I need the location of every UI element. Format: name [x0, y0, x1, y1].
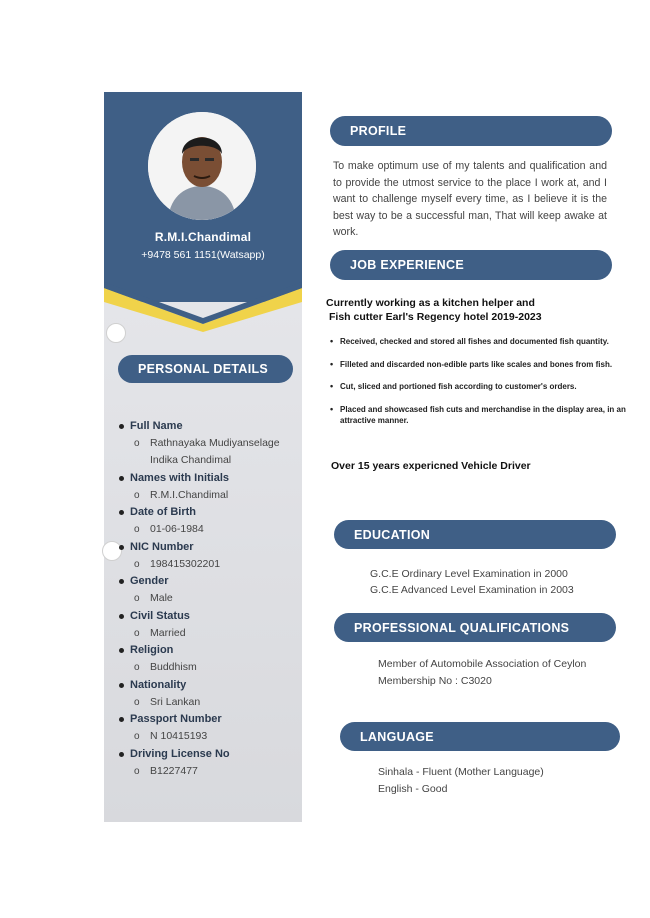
- detail-value: o Male: [134, 592, 173, 604]
- decorative-circle: [102, 541, 122, 561]
- detail-label: Names with Initials: [130, 472, 230, 484]
- list-item: • Placed and showcased fish cuts and merchandise in the display area, in an attractive manner.: [330, 404, 630, 426]
- profile-header: PROFILE: [330, 116, 612, 146]
- bullet-icon: [119, 752, 124, 757]
- qualification-line: Membership No : C3020: [378, 675, 492, 687]
- bullet-icon: [119, 683, 124, 688]
- detail-label: Religion: [130, 644, 174, 656]
- detail-value: o N 10415193: [134, 730, 208, 742]
- job-heading: [326, 296, 542, 324]
- qualification-line: Member of Automobile Association of Ceylon: [378, 658, 587, 670]
- education-header: EDUCATION: [334, 520, 616, 549]
- bullet-icon: [119, 545, 124, 550]
- bullet-icon: [119, 648, 124, 653]
- bullet-icon: [119, 510, 124, 515]
- job-experience-header: JOB EXPERIENCE: [330, 250, 612, 280]
- list-item: • Filleted and discarded non-edible parts like scales and bones from fish.: [330, 359, 640, 370]
- list-item: • Received, checked and stored all fishes and documented fish quantity.: [330, 336, 640, 347]
- detail-label: NIC Number: [130, 541, 194, 553]
- candidate-name: R.M.I.Chandimal: [154, 230, 252, 244]
- detail-value: o Married: [134, 627, 186, 639]
- bullet-icon: [119, 579, 124, 584]
- education-line: G.C.E Ordinary Level Examination in 2000: [370, 568, 568, 580]
- detail-value: Indika Chandimal: [150, 454, 232, 466]
- detail-value: o Rathnayaka Mudiyanselage: [134, 437, 280, 449]
- bullet-icon: [119, 476, 124, 481]
- personal-details-header: PERSONAL DETAILS: [118, 355, 293, 383]
- language-line: Sinhala - Fluent (Mother Language): [378, 766, 544, 778]
- profile-text: To make optimum use of my talents and qualification and to provide the utmost service to the place I work at, and I want to challenge myself every time, as I believe it is the best way to be a successful man, That will keep awake at work.: [333, 160, 607, 238]
- profile-photo: [148, 112, 256, 220]
- detail-label: Driving License No: [130, 748, 230, 760]
- bullet-icon: [119, 424, 124, 429]
- job-heading-line: Fish cutter Earl's Regency hotel 2019-2023: [329, 311, 542, 323]
- detail-value: o R.M.I.Chandimal: [134, 489, 229, 501]
- detail-label: Civil Status: [130, 610, 190, 622]
- job-heading-line: Currently working as a kitchen helper and: [326, 297, 535, 309]
- bullet-icon: [119, 717, 124, 722]
- detail-label: Gender: [130, 575, 169, 587]
- decorative-circle: [106, 323, 126, 343]
- education-line: G.C.E Advanced Level Examination in 2003: [370, 584, 574, 596]
- phone-number: +9478 561 1151(Watsapp): [141, 249, 265, 261]
- detail-label: Full Name: [130, 420, 183, 432]
- detail-value: o 198415302201: [134, 558, 221, 570]
- detail-value: o B1227477: [134, 765, 198, 777]
- list-item: • Cut, sliced and portioned fish according to customer's orders.: [330, 381, 640, 392]
- detail-value: o Buddhism: [134, 661, 197, 673]
- detail-label: Passport Number: [130, 713, 222, 725]
- professional-qualifications-header: PROFESSIONAL QUALIFICATIONS: [334, 613, 616, 642]
- language-line: English - Good: [378, 783, 448, 795]
- bullet-icon: [119, 614, 124, 619]
- language-header: LANGUAGE: [340, 722, 620, 751]
- detail-value: o Sri Lankan: [134, 696, 201, 708]
- detail-value: o 01-06-1984: [134, 523, 204, 535]
- detail-label: Nationality: [130, 679, 187, 691]
- avatar: [148, 112, 256, 220]
- driver-experience: Over 15 years expericned Vehicle Driver: [331, 460, 531, 472]
- detail-label: Date of Birth: [130, 506, 196, 518]
